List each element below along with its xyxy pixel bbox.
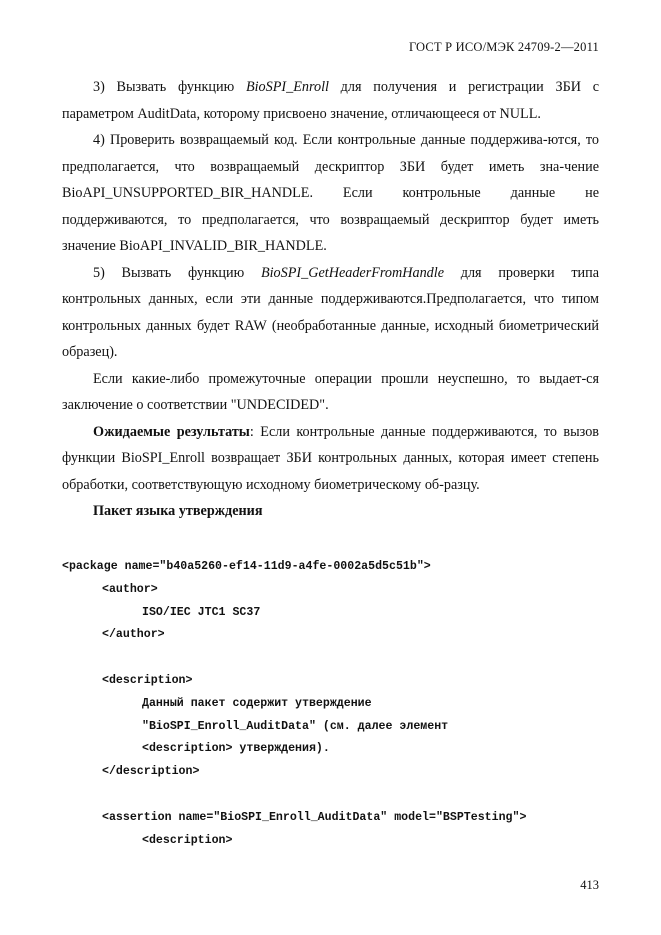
code-line: <package name="b40a5260-ef14-11d9-a4fe-0002a5d5c51b"> [62, 560, 431, 573]
step-5-prefix: 5) Вызвать функцию [93, 264, 261, 281]
page-number: 413 [580, 878, 599, 892]
step-3-suffix: для получения и регистрации ЗБИ с параметром AuditData, которому присвоено значение, отличающееся от NULL. [62, 79, 600, 122]
step-3-function-name: BioSPI_Enroll [245, 79, 329, 95]
code-listing [62, 556, 622, 852]
code-line: Данный пакет содержит утверждение [142, 696, 372, 710]
document-body [62, 74, 599, 525]
code-line: <description> [102, 673, 193, 687]
code-line: </author> [102, 628, 165, 642]
code-blank-line [62, 784, 622, 807]
expected-results-text: : Если контрольные данные поддерживаются, то вызов функции BioSPI_Enroll возвращает ЗБИ контрольных данных, которая имеет степень обработки, соответствующую исходному биометрическому об-разцу. [62, 423, 599, 493]
code-line: ISO/IEC JTC1 SC37 [142, 605, 261, 619]
section-heading: Пакет языка утверждения [93, 503, 263, 519]
code-line: "BioSPI_Enroll_AuditData" (см. далее элемент [142, 719, 449, 733]
paragraph-step-4: 4) Проверить возвращаемый код. Если контрольные данные поддержива-ются, то предполагается, что возвращаемый дескриптор ЗБИ будет иметь зна-чение BioAPI_UNSUPPORTED_BIR_HANDLE. Если контрольные данные не поддерживаются, то предполагается, что возвращаемый дескриптор будет иметь значение BioAPI_INVALID_BIR_HANDLE. [62, 132, 599, 254]
code-line: <author> [102, 582, 158, 596]
expected-results-label: Ожидаемые результаты [93, 423, 250, 440]
code-line: <description> утверждения). [142, 742, 330, 756]
code-line: <description> [142, 833, 233, 847]
document-header: ГОСТ Р ИСО/МЭК 24709-2—2011 [408, 40, 599, 54]
step-5-function-name: BioSPI_GetHeaderFromHandle [260, 264, 445, 281]
step-3-prefix: 3) Вызвать функцию [93, 79, 246, 95]
code-blank-line [62, 647, 622, 670]
paragraph-step-5 [62, 260, 599, 366]
paragraph-undecided: Если какие-либо промежуточные операции прошли неуспешно, то выдает-ся заключение о соответствии "UNDECIDED". [62, 370, 599, 413]
code-line: <assertion name="BioSPI_Enroll_AuditData" model="BSPTesting"> [102, 810, 527, 824]
paragraph-step-3 [62, 74, 599, 127]
step-5-suffix: для проверки типа контрольных данных, если эти данные поддерживаются.Предполагается, что типом контрольных данных будет RAW (необработанные данные, исходный биометрический образец). [62, 264, 600, 360]
code-line: </description> [102, 765, 200, 779]
paragraph-expected-results [62, 419, 599, 499]
